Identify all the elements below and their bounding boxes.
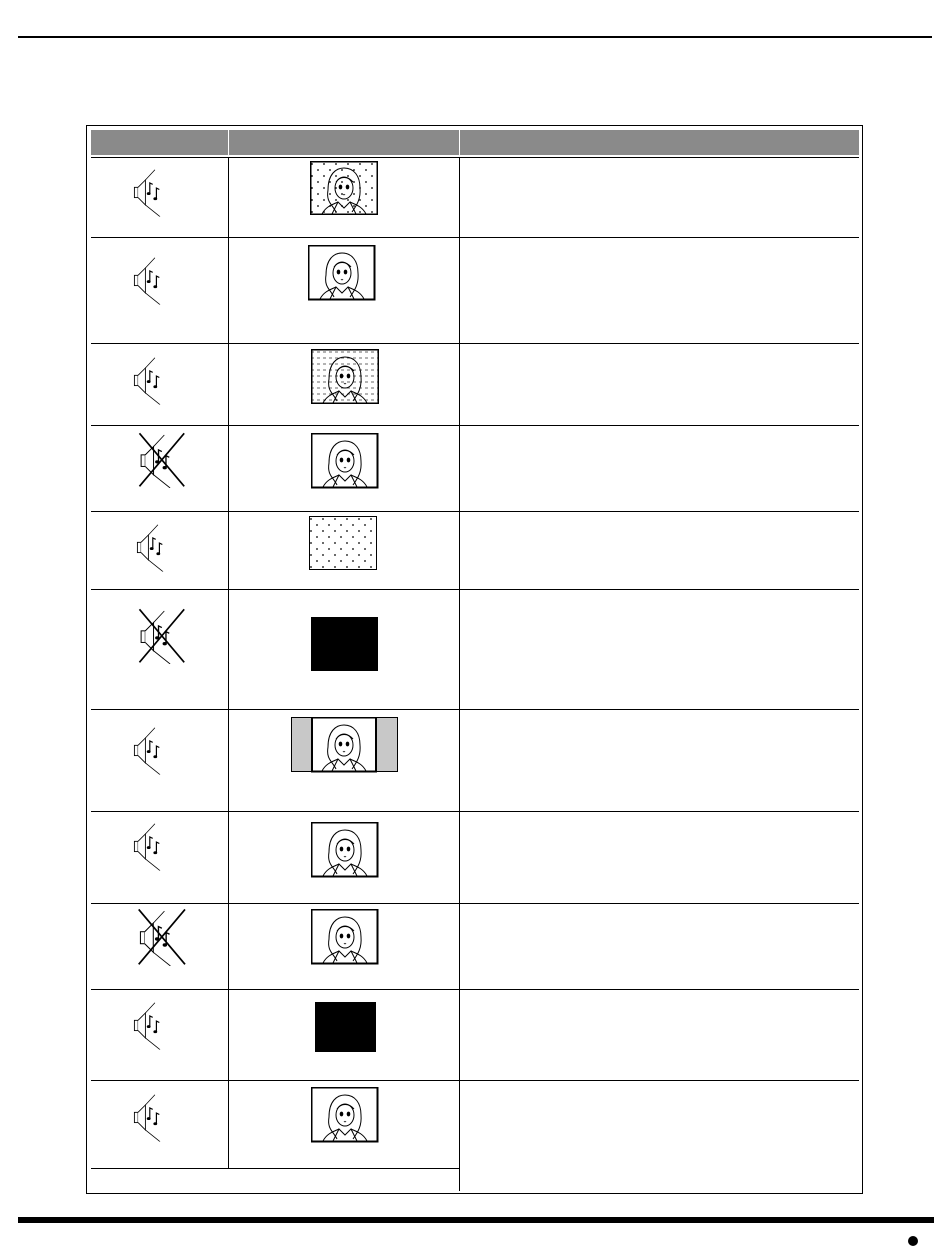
- header-separator: [91, 157, 859, 158]
- speaker-muted-icon: [133, 606, 189, 664]
- row-separator: [91, 903, 859, 904]
- speaker-muted-icon: [133, 430, 189, 488]
- row-separator: [91, 811, 859, 812]
- row-separator: [91, 237, 859, 238]
- row-separator: [91, 989, 859, 990]
- snowy-picture-icon: [310, 161, 378, 215]
- speaker-sound-icon: [133, 517, 177, 575]
- speaker-sound-icon: [130, 995, 174, 1053]
- speaker-sound-icon: [130, 720, 174, 778]
- bottom-rule: [18, 1217, 934, 1223]
- page-bullet-icon: [908, 1236, 918, 1246]
- normal-picture-icon: [308, 245, 376, 301]
- header-divider: [228, 130, 229, 155]
- column-divider: [228, 158, 229, 1169]
- normal-picture-icon: [311, 909, 379, 965]
- row-separator: [91, 589, 859, 590]
- row-separator: [91, 511, 859, 512]
- interference-lines-picture-icon: [311, 349, 379, 404]
- speaker-sound-icon: [130, 250, 174, 308]
- header-divider: [459, 130, 460, 155]
- sidebar-picture-icon: [291, 717, 398, 773]
- black-screen-picture-icon: [311, 617, 378, 671]
- speaker-sound-icon: [130, 1087, 174, 1145]
- troubleshooting-table: [86, 125, 863, 1194]
- footnote-separator: [91, 1168, 459, 1169]
- normal-picture-icon: [311, 1087, 379, 1143]
- speaker-sound-icon: [130, 162, 174, 220]
- speaker-muted-icon: [133, 906, 189, 966]
- row-separator: [91, 1080, 859, 1081]
- table-header: [91, 130, 859, 155]
- table-footnote: [96, 1173, 452, 1189]
- speaker-sound-icon: [130, 816, 174, 874]
- top-rule: [18, 36, 932, 38]
- row-separator: [91, 343, 859, 344]
- normal-picture-icon: [311, 822, 379, 878]
- normal-picture-icon: [311, 433, 379, 489]
- black-screen-picture-icon: [315, 1002, 376, 1052]
- row-separator: [91, 709, 859, 710]
- column-divider: [459, 158, 460, 1191]
- speaker-sound-icon: [130, 350, 174, 408]
- row-separator: [91, 425, 859, 426]
- snow-only-picture-icon: [309, 516, 377, 570]
